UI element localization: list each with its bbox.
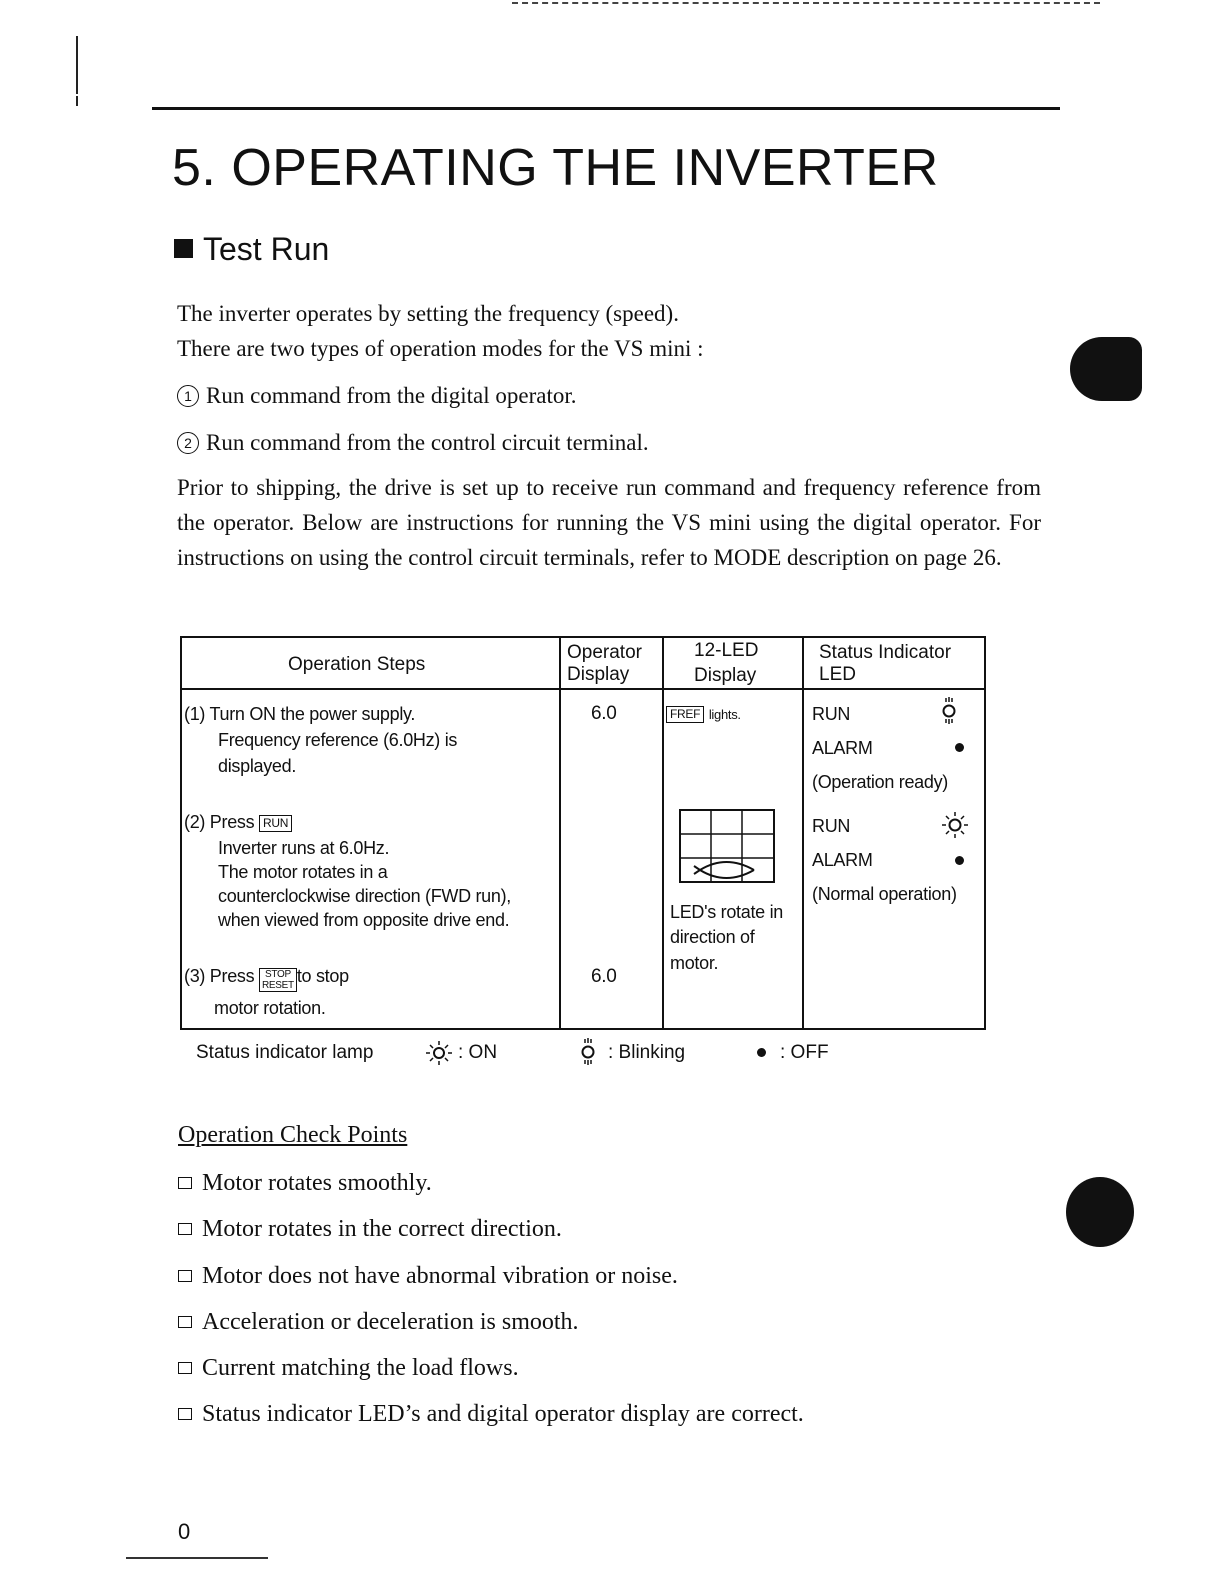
blinking-lamp-icon xyxy=(939,696,959,726)
intro-line-1: The inverter operates by setting the frequency (speed). xyxy=(177,301,679,326)
step2-line3: counterclockwise direction (FWD run), xyxy=(218,886,511,906)
step1-line2: Frequency reference (6.0Hz) is xyxy=(218,730,458,750)
checkbox-icon xyxy=(178,1177,192,1189)
step1-operator-display: 6.0 xyxy=(591,703,617,724)
checkbox-icon xyxy=(178,1270,192,1282)
step2-led12-line2: direction of xyxy=(670,927,755,947)
check-item xyxy=(178,1263,678,1290)
table-column-divider xyxy=(559,638,561,1028)
circled-number-2: 2 xyxy=(177,432,199,454)
header-operator-display-1: Operator xyxy=(567,642,642,663)
off-lamp-icon xyxy=(955,743,964,752)
header-operator-display-2: Display xyxy=(567,664,630,685)
step3-operator-display: 6.0 xyxy=(591,966,617,987)
checkbox-icon xyxy=(178,1362,192,1374)
legend-blinking-lamp-icon xyxy=(578,1037,598,1069)
step2-line0 xyxy=(184,810,292,834)
header-operation-steps: Operation Steps xyxy=(288,654,426,675)
status-lamp-legend xyxy=(196,1040,956,1070)
legend-on-text: : ON xyxy=(458,1042,498,1063)
stop-reset-key-icon xyxy=(259,968,297,992)
mode-item-2 xyxy=(177,425,1041,460)
step2-line4: when viewed from opposite drive end. xyxy=(218,910,510,930)
header-status-indicator-2: LED xyxy=(819,664,856,685)
step1-line3: displayed. xyxy=(218,756,297,776)
table-header-divider xyxy=(182,688,984,690)
chapter-title: 5. OPERATING THE INVERTER xyxy=(172,139,939,197)
thumb-index-tab-mark xyxy=(1070,337,1142,401)
header-rule xyxy=(152,107,1060,110)
step1-alarm-label: ALARM xyxy=(812,738,873,758)
check-item-text: Motor rotates smoothly. xyxy=(202,1170,432,1196)
off-lamp-icon xyxy=(955,856,964,865)
step3-number: (3) Press xyxy=(184,966,255,986)
step2-line2: The motor rotates in a xyxy=(218,862,388,882)
led-rotation-diagram-icon xyxy=(678,808,778,886)
step2-led12-line3: motor. xyxy=(670,953,719,973)
step2-line1: Inverter runs at 6.0Hz. xyxy=(218,838,390,858)
checkbox-icon xyxy=(178,1316,192,1328)
check-item xyxy=(178,1216,562,1243)
step1-led12-text: lights. xyxy=(708,707,741,722)
bottom-rule xyxy=(126,1557,268,1559)
section-heading xyxy=(174,231,329,268)
checkbox-icon xyxy=(178,1223,192,1235)
checkbox-icon xyxy=(178,1408,192,1420)
step2-status-note: (Normal operation) xyxy=(812,884,957,904)
check-item xyxy=(178,1355,519,1382)
page-number: 0 xyxy=(178,1519,191,1544)
header-12led-1: 12-LED xyxy=(694,640,759,661)
legend-off-lamp-icon xyxy=(757,1048,766,1057)
square-bullet-icon xyxy=(174,239,193,258)
step1-run-label: RUN xyxy=(812,704,851,724)
check-points-heading: Operation Check Points xyxy=(178,1122,408,1148)
top-dashed-rule xyxy=(512,2,1100,4)
step1-status-note: (Operation ready) xyxy=(812,772,948,792)
check-item xyxy=(178,1170,432,1197)
run-key-icon: RUN xyxy=(259,815,292,832)
circled-number-1: 1 xyxy=(177,385,199,407)
table-column-divider xyxy=(802,638,804,1028)
step3-after-key: to stop xyxy=(296,966,349,986)
reset-key-label: RESET xyxy=(262,980,294,991)
step1-line1 xyxy=(184,702,415,726)
stop-key-label: STOP xyxy=(265,969,291,980)
step1-led12 xyxy=(666,701,741,727)
step3-line1 xyxy=(184,964,349,992)
step2-number: (2) Press xyxy=(184,812,255,832)
mode-item-1 xyxy=(177,378,1041,413)
step2-alarm-label: ALARM xyxy=(812,850,873,870)
legend-blinking-text: : Blinking xyxy=(608,1042,686,1063)
mode-item-1-text: Run command from the digital operator. xyxy=(206,383,577,408)
legend-on-lamp-icon xyxy=(424,1040,454,1068)
check-item-text: Motor does not have abnormal vibration or noise. xyxy=(202,1263,678,1289)
check-item-text: Acceleration or deceleration is smooth. xyxy=(202,1309,579,1335)
legend-off-text: : OFF xyxy=(780,1042,829,1063)
check-item-text: Status indicator LED’s and digital operator display are correct. xyxy=(202,1401,804,1427)
on-lamp-icon xyxy=(940,810,970,840)
step2-run-label: RUN xyxy=(812,816,851,836)
check-item xyxy=(178,1401,804,1428)
margin-change-bar-short xyxy=(76,96,78,106)
prior-to-shipping-paragraph: Prior to shipping, the drive is set up to receive run command and frequency reference from the operator. Below are instructions for running the VS mini using the digital operator. For instructions on using the control circuit terminals, refer to MODE description on page 26. xyxy=(177,475,1041,570)
check-item xyxy=(178,1309,579,1336)
intro-line-2: There are two types of operation modes for the VS mini : xyxy=(177,336,704,361)
step1-text: Turn ON the power supply. xyxy=(209,704,416,724)
section-heading-text: Test Run xyxy=(203,231,330,267)
step2-led12-line1: LED's rotate in xyxy=(670,902,783,922)
margin-change-bar xyxy=(76,36,78,94)
fref-key-icon: FREF xyxy=(666,706,704,723)
header-12led-2: Display xyxy=(694,665,757,686)
legend-label: Status indicator lamp xyxy=(196,1042,374,1063)
operation-steps-table xyxy=(180,636,986,1030)
table-column-divider xyxy=(662,638,664,1028)
step3-line2: motor rotation. xyxy=(214,998,326,1018)
step1-number: (1) xyxy=(184,704,206,724)
thumb-index-dot-mark xyxy=(1066,1177,1134,1247)
header-status-indicator-1: Status Indicator xyxy=(819,642,952,663)
check-item-text: Motor rotates in the correct direction. xyxy=(202,1216,562,1242)
check-item-text: Current matching the load flows. xyxy=(202,1355,519,1381)
mode-item-2-text: Run command from the control circuit terminal. xyxy=(206,430,649,455)
